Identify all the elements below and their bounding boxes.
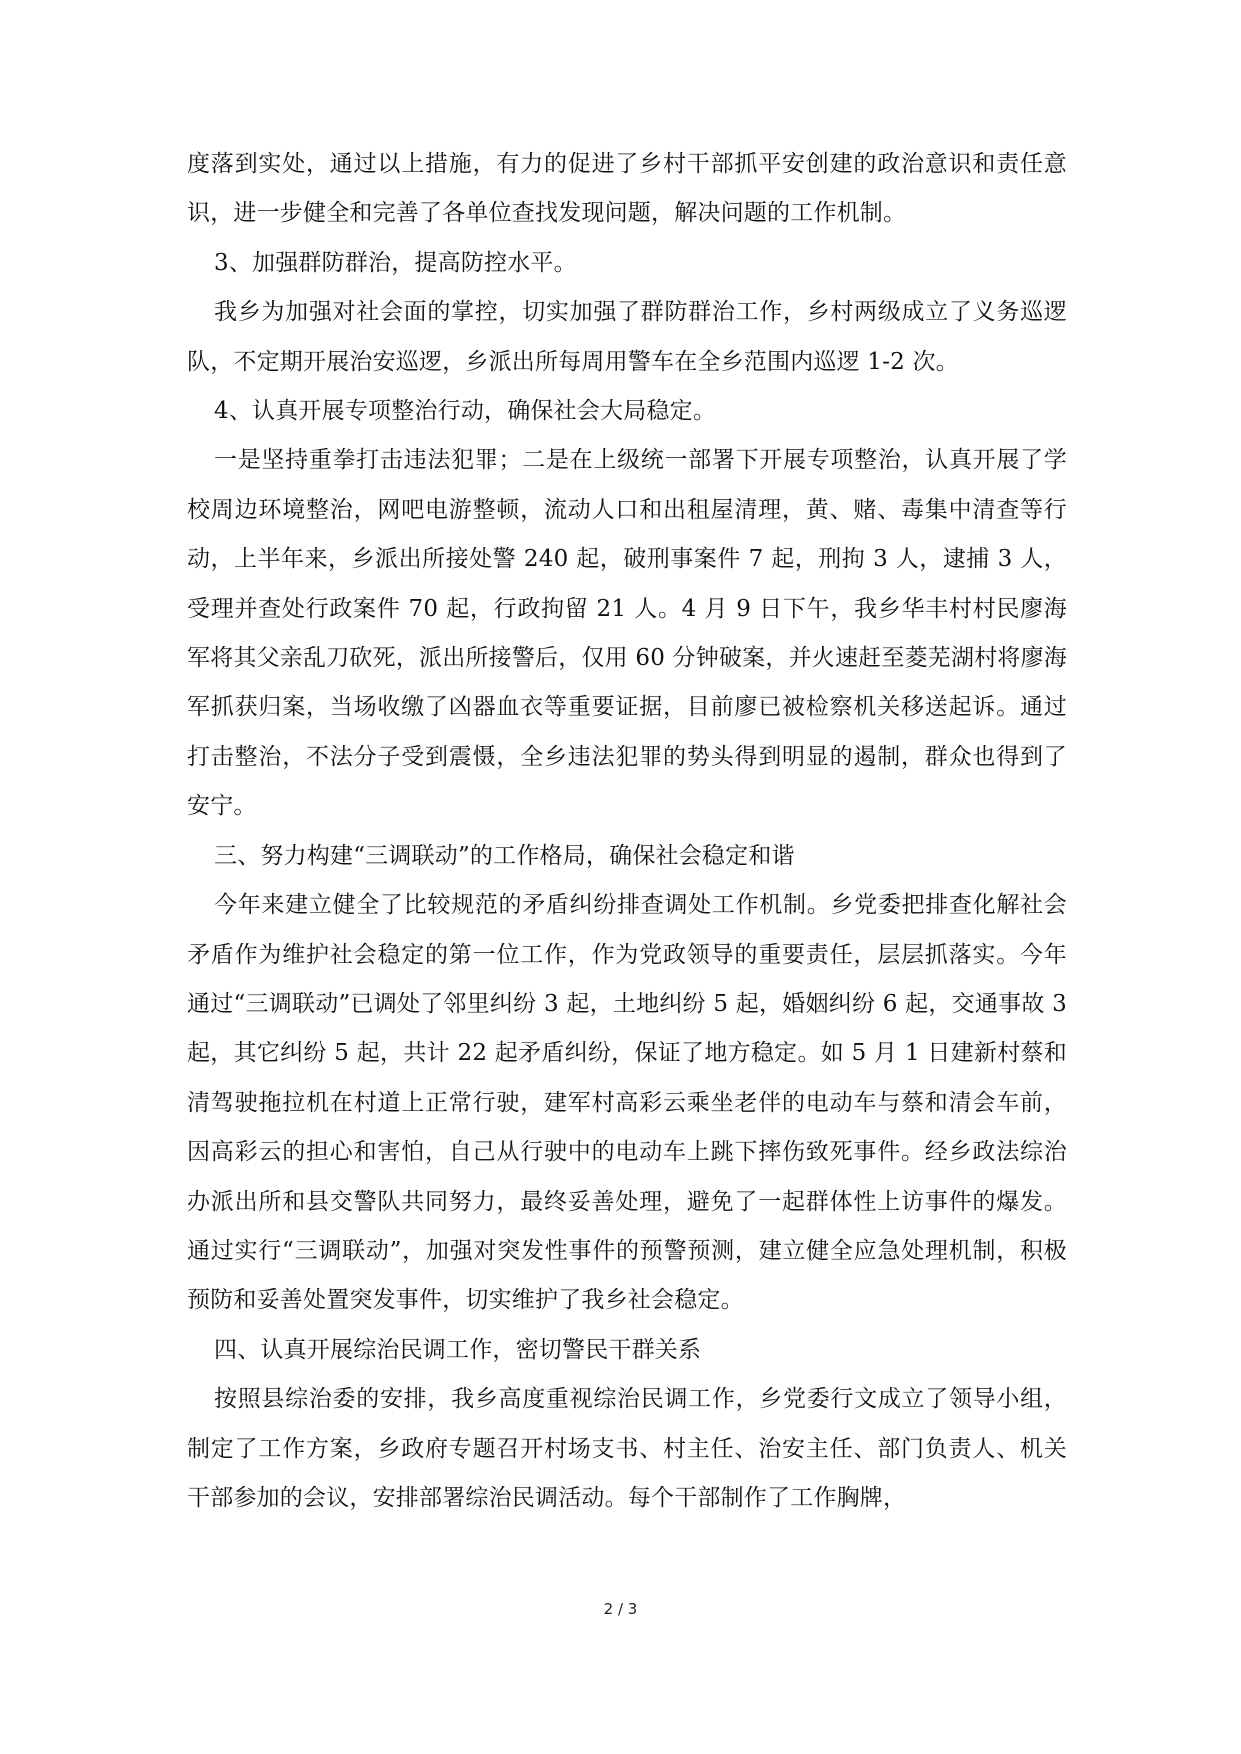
paragraph-4-heading: 4、认真开展专项整治行动，确保社会大局稳定。 bbox=[214, 398, 717, 425]
section-heading-3: 三、努力构建“三调联动”的工作格局，确保社会稳定和谐 bbox=[214, 842, 795, 869]
paragraph-7: 今年来建立健全了比较规范的矛盾纠纷排查调处工作机制。乡党委把排查化解社会矛盾作为维护社会稳定的第一位工作，作为党政领导的重要责任，层层抓落实。今年通过“三调联动”已调处了邻里纠纷 3 起，土地纠纷 5 起，婚姻纠纷 6 起，交通事故 3 起，其它纠纷 5 起，共计 22 起矛盾纠纷，保证了地方稳定。如 5 月 1 日建新村蔡和清驾驶拖拉机在村道上正常行驶，建军村高彩云乘坐老伴的电动车与蔡和清会车前，因高彩云的担心和害怕，自己从行驶中的电动车上跳下摔伤致死事件。经乡政法综治办派出所和县交警队共同努力，最终妥善处理，避免了一起群体性上访事件的爆发。通过实行“三调联动”，加强对突发性事件的预警预测，建立健全应急处理机制，积极预防和妥善处置突发事件，切实维护了我乡社会稳定。 bbox=[187, 892, 1067, 1314]
document-body bbox=[187, 140, 1067, 1523]
paragraph-5: 一是坚持重拳打击违法犯罪；二是在上级统一部署下开展专项整治，认真开展了学校周边环境整治，网吧电游整顿，流动人口和出租屋清理，黄、赌、毒集中清查等行动，上半年来，乡派出所接处警 240 起，破刑事案件 7 起，刑拘 3 人，逮捕 3 人，受理并查处行政案件 70 起，行政拘留 21 人。4 月 9 日下午，我乡华丰村村民廖海军将其父亲乱刀砍死，派出所接警后，仅用 60 分钟破案，并火速赶至菱芜湖村将廖海军抓获归案，当场收缴了凶器血衣等重要证据，目前廖已被检察机关移送起诉。通过打击整治，不法分子受到震慑，全乡违法犯罪的势头得到明显的遏制，群众也得到了安宁。 bbox=[187, 447, 1067, 820]
paragraph-9: 按照县综治委的安排，我乡高度重视综治民调工作，乡党委行文成立了领导小组，制定了工作方案，乡政府专题召开村场支书、村主任、治安主任、部门负责人、机关干部参加的会议，安排部署综治民调活动。每个干部制作了工作胸牌， bbox=[187, 1386, 1067, 1511]
paragraph-1: 度落到实处，通过以上措施，有力的促进了乡村干部抓平安创建的政治意识和责任意识，进一步健全和完善了各单位查找发现问题，解决问题的工作机制。 bbox=[187, 151, 1067, 227]
section-heading-4: 四、认真开展综治民调工作，密切警民干群关系 bbox=[214, 1336, 702, 1363]
paragraph-2-heading: 3、加强群防群治，提高防控水平。 bbox=[214, 249, 577, 276]
page-number: 2 / 3 bbox=[603, 1600, 638, 1618]
paragraph-3: 我乡为加强对社会面的掌控，切实加强了群防群治工作，乡村两级成立了义务巡逻队，不定期开展治安巡逻，乡派出所每周用警车在全乡范围内巡逻 1-2 次。 bbox=[187, 299, 1067, 375]
